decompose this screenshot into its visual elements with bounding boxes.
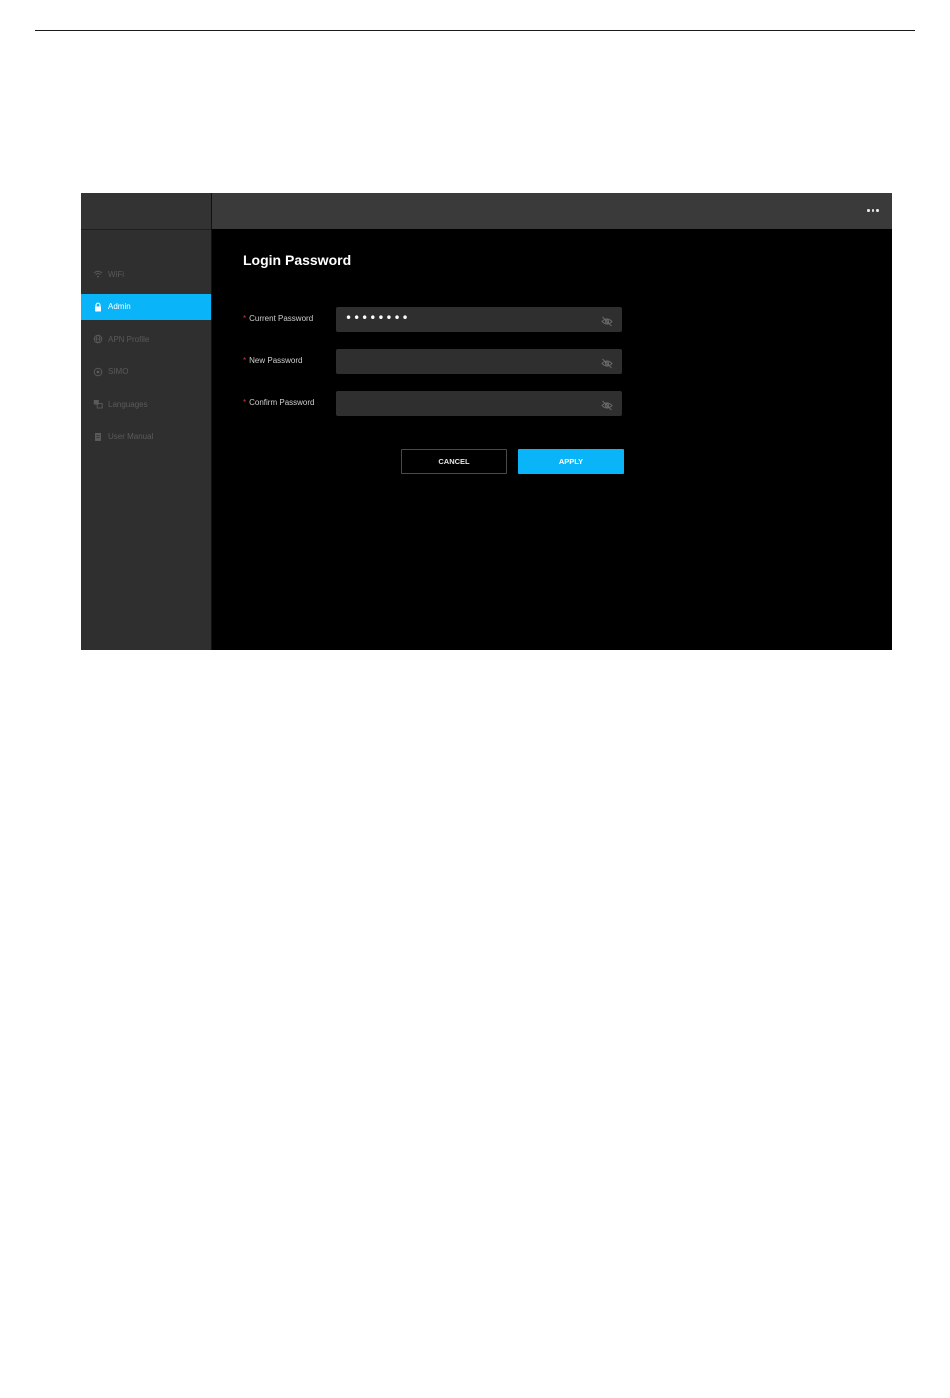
field-label-text: Confirm Password <box>249 398 315 407</box>
sidebar-item-languages[interactable] <box>81 391 211 417</box>
page-top-rule <box>35 30 915 31</box>
current-password-value: •••••••• <box>345 311 410 325</box>
sidebar-item-user-manual[interactable] <box>81 424 211 450</box>
language-icon <box>93 399 103 409</box>
new-password-input[interactable] <box>336 349 622 374</box>
confirm-password-input[interactable] <box>336 391 622 416</box>
eye-off-icon[interactable] <box>601 356 613 367</box>
current-password-row <box>243 307 628 333</box>
globe-icon <box>93 334 103 344</box>
sidebar-item-apn-profile[interactable] <box>81 326 211 352</box>
sidebar-item-label: WiFi <box>108 269 124 279</box>
page-title: Login Password <box>243 252 352 268</box>
eye-off-icon[interactable] <box>601 398 613 409</box>
required-mark: * <box>243 398 247 407</box>
apply-button[interactable]: APPLY <box>518 449 624 474</box>
confirm-password-row <box>243 391 628 417</box>
field-label-text: New Password <box>249 356 303 365</box>
lock-icon <box>93 302 103 312</box>
sidebar-item-label: SIMO <box>108 367 129 376</box>
app-window <box>81 193 892 650</box>
new-password-label <box>243 356 302 365</box>
top-bar <box>212 193 892 229</box>
sidebar-item-admin[interactable] <box>81 294 211 320</box>
sidebar-item-label: Languages <box>108 399 148 409</box>
new-password-row <box>243 349 628 375</box>
sidebar-item-label: APN Profile <box>108 334 150 344</box>
current-password-input[interactable] <box>336 307 622 332</box>
sidebar-item-label: Admin <box>108 302 131 311</box>
sidebar-item-label: User Manual <box>108 432 154 441</box>
main-content <box>212 229 892 650</box>
required-mark: * <box>243 314 247 323</box>
sidebar <box>81 193 211 650</box>
cancel-button[interactable]: CANCEL <box>401 449 507 474</box>
field-label-text: Current Password <box>249 314 314 323</box>
wifi-icon <box>93 269 103 279</box>
sidebar-item-wifi[interactable] <box>81 261 211 287</box>
eye-off-icon[interactable] <box>601 314 613 325</box>
current-password-label <box>243 314 313 323</box>
required-mark: * <box>243 356 247 365</box>
sidebar-header <box>81 193 211 230</box>
sim-icon <box>93 367 103 377</box>
more-horizontal-icon[interactable] <box>866 203 880 217</box>
confirm-password-label <box>243 398 314 407</box>
sidebar-item-simo[interactable] <box>81 359 211 385</box>
document-icon <box>93 432 103 442</box>
sidebar-nav <box>81 261 211 456</box>
